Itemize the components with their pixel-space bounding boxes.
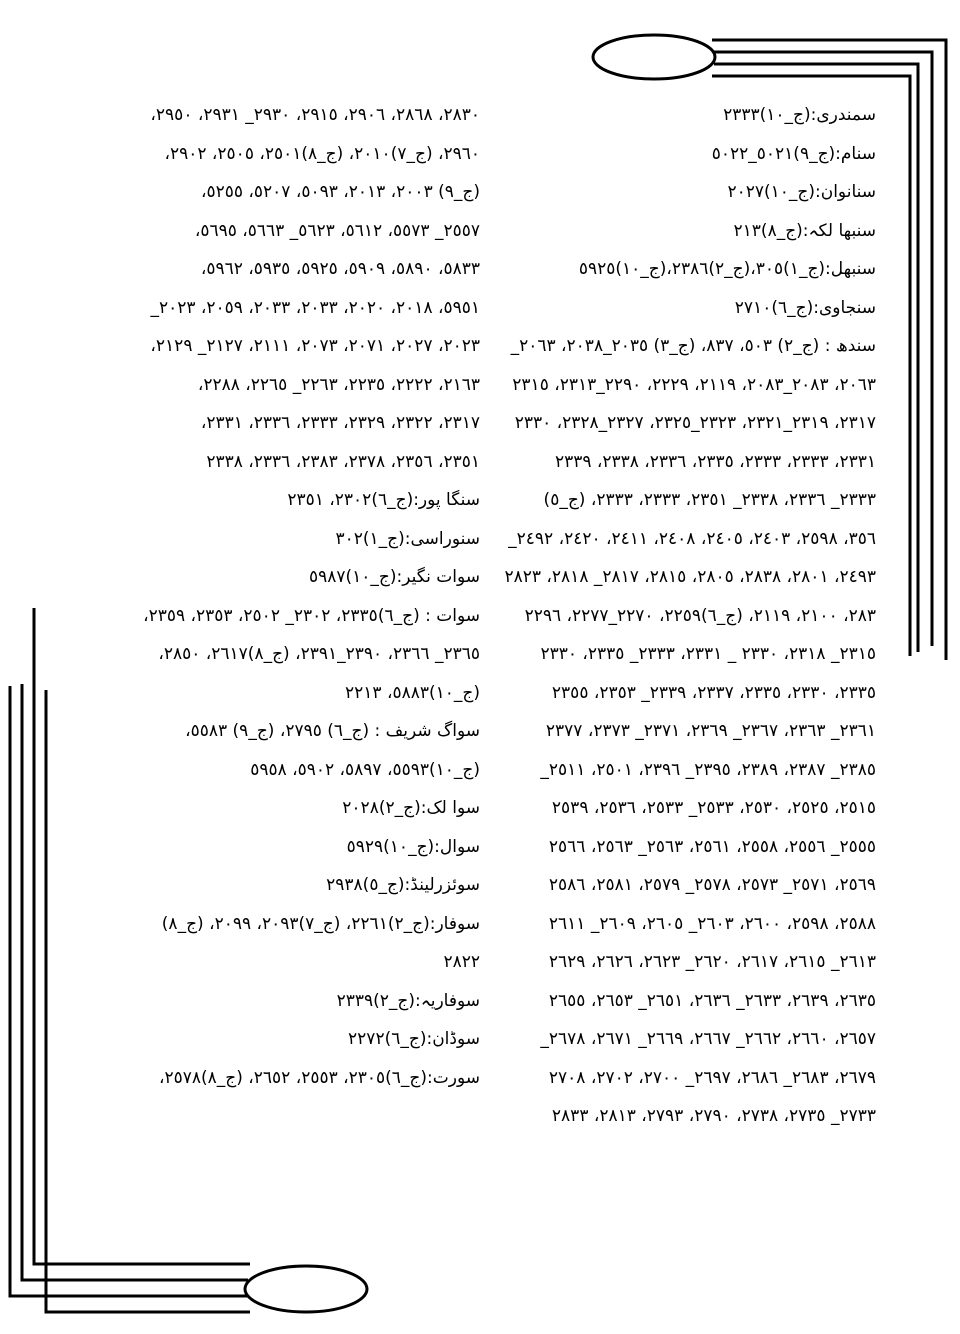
index-continuation-line: ٥٨٣٣، ٥٨٩٠، ٥٩٠٩، ٥٩٢٥، ٥٩٣٥، ٥٩٦٢، (200, 259, 480, 279)
index-entry-line: سنانوان:(ج_١٠)٢٠٢٧ (727, 182, 876, 202)
index-entry-line: سنبھا لکہ:(ج_٨)٢١٣ (733, 220, 876, 241)
index-entry-line: سواگ شریف : (ج_٦) ٢٧٩٥، (ج_٩) ٥٥٨٣، (185, 721, 480, 741)
index-entry-line: ٢٣١٧، ٢٣١٩_٢٣٢١، ٢٣٢٣_٢٣٢٥، ٢٣٢٧_٢٣٢٨، ٢٣٣٠ (514, 413, 876, 433)
index-entry-line: ٢٨٣، ٢١٠٠، ٢١١٩، (ج_٦)٢٢٥٩، ٢٢٧٠_٢٢٧٧، ٢٢٩٦ (524, 605, 876, 626)
index-entry-line: سوال:(ج_١٠)٥٩٢٩ (346, 836, 480, 857)
index-continuation-line: ٥٩٥١، ٢٠١٨، ٢٠٢٠، ٢٠٣٣، ٢٠٣٣، ٢٠٥٩، ٢٠٢٣_ (150, 297, 480, 318)
index-entry-line: سنجاوی:(ج_٦)٢٧١٠ (734, 297, 876, 318)
index-entry-line: ٢٨٢٢ (443, 952, 480, 972)
index-continuation-line: ٢٣١٧، ٢٣٢٢، ٢٣٢٩، ٢٣٣٣، ٢٣٣٦، ٢٣٣١، (200, 413, 480, 433)
index-entry-line: سوفار:(ج_٢)٢٢٦١، (ج_٧)٢٠٩٣، ٢٠٩٩، (ج_٨) (161, 913, 480, 934)
index-entry-line: سوا لک:(ج_٢)٢٠٢٨ (342, 798, 480, 818)
index-continuation-line: ٢٣٥١، ٢٣٥٦، ٢٣٧٨، ٢٣٨٣، ٢٣٣٦، ٢٣٣٨ (206, 451, 480, 472)
index-entry-line: سوئزرلینڈ:(ج_٥)٢٩٣٨ (326, 875, 480, 895)
index-entry-line: سندھ : (ج_٢) ٥٠٣، ٨٣٧، (ج_٣) ٢٠٣٥_٢٠٣٨، ٢٠٦٣_ (510, 336, 876, 356)
index-entry-line: ٢٣٣٥، ٢٣٣٠، ٢٣٣٥، ٢٣٣٧، ٢٣٣٩_ ٢٣٥٣، ٢٣٥٥ (551, 682, 876, 703)
index-entry-line: ٢٦٧٩، ٢٦٨٣_ ٢٦٨٦، ٢٦٩٧_ ٢٧٠٠، ٢٧٠٢، ٢٧٠٨ (548, 1067, 876, 1088)
index-entry-line: سنگا پور:(ج_٦)٢٣٠٢، ٢٣٥١ (287, 490, 480, 510)
index-continuation-line: (ج_٩) ٢٠٠٣، ٢٠١٣، ٥٠٩٣، ٥٢٠٧، ٥٢٥٥، (200, 182, 480, 202)
index-entry-line: سوڈان:(ج_٦)٢٢٧٢ (348, 1029, 480, 1049)
top-ornament-oval (593, 35, 715, 79)
index-entry-line: سنام:(ج_٩)٥٠٢١_٥٠٢٢ (711, 143, 876, 164)
index-continuation-line: ٢٠٢٣، ٢٠٢٧، ٢٠٧١، ٢٠٧٣، ٢١١١، ٢١٢٧_ ٢١٢٩، (150, 336, 480, 356)
index-entry-line: ٢٣٦٥_ ٢٣٦٦، ٢٣٩٠_٢٣٩١، (ج_٨)٢٦١٧، ٢٨٥٠، (158, 644, 480, 664)
index-entry-line: ٢٦٣٥، ٢٦٣٩، ٢٦٣٣_ ٢٦٣٦، ٢٦٥١_ ٢٦٥٣، ٢٦٥٥ (548, 990, 876, 1011)
index-entry-line: ٢٥٨٨، ٢٥٩٨، ٢٦٠٠، ٢٦٠٣_ ٢٦٠٥، ٢٦٠٩_ ٢٦١١ (548, 913, 876, 934)
index-entry-line: ٢٥٥٥_ ٢٥٥٦، ٢٥٥٨، ٢٥٦١، ٢٥٦٣_ ٢٥٦٣، ٢٥٦٦ (548, 836, 876, 857)
index-entry-line: ٢٣٨٥_ ٢٣٨٧، ٢٣٨٩، ٢٣٩٥_ ٢٣٩٦، ٢٥٠١، ٢٥١١_ (540, 759, 876, 780)
index-continuation-line: ٢١٦٣، ٢٢٢٢، ٢٢٣٥، ٢٢٦٣_ ٢٢٦٥، ٢٢٨٨، (197, 374, 480, 395)
index-entry-line: سنوراسی:(ج_١)٣٠٢ (335, 528, 480, 549)
index-entry-line: سوات نگیر:(ج_١٠)٥٩٨٧ (308, 567, 480, 587)
index-entry-line: ٢٣٣٣_ ٢٣٣٦، ٢٣٣٨_ ٢٣٥١، ٢٣٣٣، ٢٣٣٣، (ج_٥) (543, 490, 876, 510)
index-entry-line: ٢٥١٥، ٢٥٢٥، ٢٥٣٠، ٢٥٣٣_ ٢٥٣٣، ٢٥٣٦، ٢٥٣٩ (551, 798, 876, 818)
index-entry-line: ٣٥٦، ٢٥٩٨، ٢٤٠٣، ٢٤٠٥، ٢٤٠٨، ٢٤١١، ٢٤٢٠، ٢٤٩٢_ (508, 528, 876, 549)
index-column-right (492, 96, 876, 1136)
index-entry-line: سمندری:(ج_١٠)٢٣٣٣ (723, 105, 876, 125)
index-entry-line: (ج_١٠)٥٨٨٣، ٢٢١٣ (345, 682, 480, 703)
index-entry-line: سنبھل:(ج_١)٣٠٥،(ج_٢)٢٣٨٦،(ج_١٠)٥٩٢٥ (578, 259, 876, 279)
index-entry-line: ٢٦١٣_ ٢٦١٥، ٢٦١٧، ٢٦٢٠_ ٢٦٢٣، ٢٦٢٦، ٢٦٢٩ (548, 952, 876, 972)
index-entry-line: سورت:(ج_٦)٢٣٠٥، ٢٥٥٣، ٢٦٥٢، (ج_٨)٢٥٧٨، (158, 1067, 480, 1088)
index-entry-line: ٢٧٣٣_ ٢٧٣٥، ٢٧٣٨، ٢٧٩٠، ٢٧٩٣، ٢٨١٣، ٢٨٣٣ (551, 1106, 876, 1126)
index-entry-line: ٢٤٩٣، ٢٨٠١، ٢٨٣٨، ٢٨٠٥، ٢٨١٥، ٢٨١٧_ ٢٨١٨، ٢٨٢٣ (504, 567, 876, 587)
index-continuation-line: ٢٨٣٠، ٢٨٦٨، ٢٩٠٦، ٢٩١٥، ٢٩٣٠_ ٢٩٣١، ٢٩٥٠، (150, 105, 480, 125)
bottom-ornament-oval (245, 1266, 367, 1312)
index-entry-line: ٢٣١٥_ ٢٣١٨، ٢٣٣٠ _ ٢٣٣١، ٢٣٣٣_ ٢٣٣٥، ٢٣٣٠ (540, 644, 876, 664)
index-entry-line: سوفاریہ:(ج_٢)٢٣٣٩ (336, 990, 480, 1011)
index-column-left (84, 96, 480, 1097)
index-entry-line: ٢٥٦٩، ٢٥٧١_ ٢٥٧٣، ٢٥٧٨_ ٢٥٧٩، ٢٥٨١، ٢٥٨٦ (548, 875, 876, 895)
index-entry-line: ٢٣٣١، ٢٣٣٣، ٢٣٣٣، ٢٣٣٥، ٢٣٣٦، ٢٣٣٨، ٢٣٣٩ (554, 451, 876, 472)
index-entry-line: (ج_١٠)٥٥٩٣، ٥٨٩٧، ٥٩٠٢، ٥٩٥٨ (250, 759, 480, 780)
index-entry-line: ٢٦٥٧، ٢٦٦٠، ٢٦٦٢_ ٢٦٦٧، ٢٦٦٩_ ٢٦٧١، ٢٦٧٨_ (540, 1029, 876, 1049)
index-entry-line: ٢٣٦١_ ٢٣٦٣، ٢٣٦٧_ ٢٣٦٩، ٢٣٧١_ ٢٣٧٣، ٢٣٧٧ (545, 721, 876, 741)
index-entry-line: ٢٠٦٣، ٢٠٨٣_٢٠٨٣، ٢١١٩، ٢٢٢٩، ٢٢٩٠_٢٣١٣، ٢٣١٥ (512, 374, 876, 395)
index-continuation-line: ٢٥٥٧_ ٥٥٧٣، ٥٦١٢، ٥٦٢٣_ ٥٦٦٣، ٥٦٩٥، (194, 220, 480, 241)
index-continuation-line: ٢٩٦٠، (ج_٧)٢٠١٠، (ج_٨)٢٥٠١، ٢٥٠٥، ٢٩٠٢، (164, 143, 480, 164)
index-entry-line: سوات : (ج_٦)٢٣٣٥، ٢٣٠٢_ ٢٥٠٢، ٢٣٥٣، ٢٣٥٩، (143, 605, 480, 626)
